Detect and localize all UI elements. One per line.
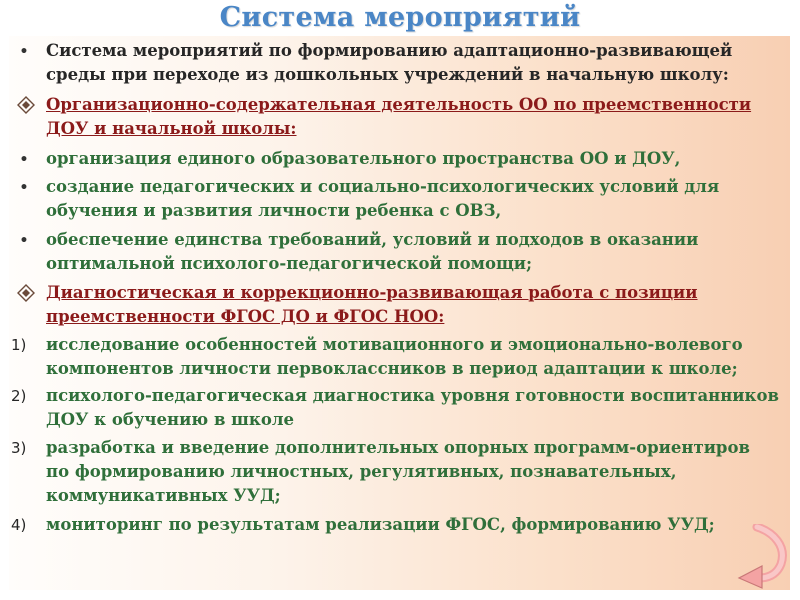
item-line: Организационно-содержательная деятельность ОО по преемственности [46, 95, 752, 114]
number-marker: 4) [11, 516, 27, 534]
item-line: Система мероприятий по формированию адаптационно-развивающей [46, 41, 733, 60]
item-line: преемственности ФГОС ДО и ФГОС НОО: [46, 307, 445, 326]
item-line: среды при переходе из дошкольных учреждений в начальную школу: [46, 65, 729, 84]
bullet-marker: • [19, 44, 29, 60]
item-line: психолого-педагогическая диагностика уровня готовности воспитанников [46, 386, 779, 405]
bullet-marker: • [19, 233, 29, 249]
number-marker: 1) [11, 336, 27, 354]
bullet-marker: • [19, 180, 29, 196]
item-line: ДОУ к обучению в школе [46, 410, 294, 429]
item-line: по формированию личностных, регулятивных, познавательных, [46, 462, 677, 481]
item-line: разработка и введение дополнительных опорных программ-ориентиров [46, 438, 750, 457]
curved-arrow-icon [729, 524, 793, 590]
diamond-bullet-icon [11, 284, 41, 309]
bullet-marker: • [19, 152, 29, 168]
item-line: мониторинг по результатам реализации ФГОС, формированию УУД; [46, 515, 715, 534]
item-line: исследование особенностей мотивационного и эмоционально-волевого [46, 335, 743, 354]
number-marker: 3) [11, 439, 27, 457]
item-line: создание педагогических и социально-психологических условий для [46, 177, 720, 196]
item-line: компонентов личности первоклассников в период адаптации к школе; [46, 359, 738, 378]
diamond-bullet-icon [11, 96, 41, 121]
item-line: ДОУ и начальной школы: [46, 119, 297, 138]
item-line: оптимальной психолого-педагогической помощи; [46, 254, 533, 273]
item-line: обеспечение единства требований, условий и подходов в оказании [46, 230, 699, 249]
item-line: Диагностическая и коррекционно-развивающая работа с позиции [46, 283, 698, 302]
item-line: обучения и развития личности ребенка с ОВЗ, [46, 201, 502, 220]
content-panel [9, 36, 790, 590]
item-line: коммуникативных УУД; [46, 486, 281, 505]
slide-title: Система мероприятий [219, 2, 581, 33]
number-marker: 2) [11, 387, 27, 405]
item-line: организация единого образовательного пространства ОО и ДОУ, [46, 149, 681, 168]
